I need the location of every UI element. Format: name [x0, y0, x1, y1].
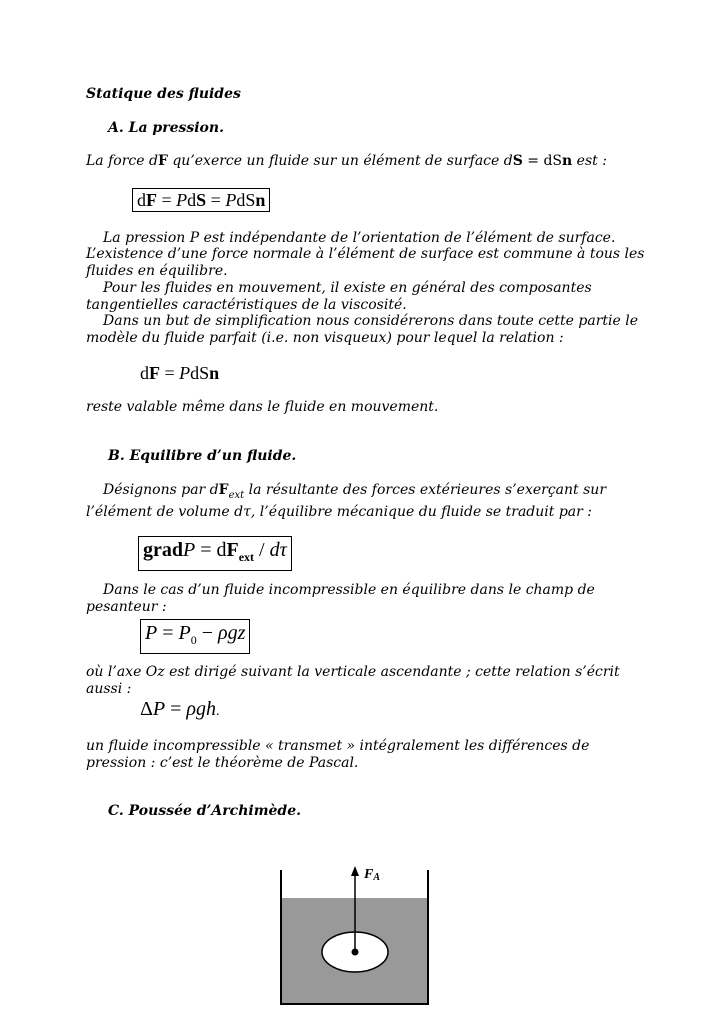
paragraph-moving-fluids: Pour les fluides en mouvement, il existe en général des composantes tangentielles caractéristiques de la viscosité.: [86, 280, 592, 313]
eq-symbol: d: [269, 539, 280, 561]
eq-symbol: P: [178, 622, 191, 644]
text-fragment: est :: [572, 153, 607, 169]
paragraph-still-valid: reste valable même dans le fluide en mouvement.: [86, 399, 439, 415]
page-title: Statique des fluides: [86, 86, 241, 102]
eq-symbol: =: [165, 698, 187, 720]
eq-symbol: F: [226, 539, 239, 561]
eq-subscript: 0: [190, 633, 197, 647]
paragraph-force: [86, 153, 646, 170]
eq-symbol: d: [140, 363, 149, 383]
subscript-ext: ext: [228, 489, 245, 501]
eq-symbol: ρ: [186, 698, 196, 720]
equation-hydrostatic-box: [140, 619, 250, 654]
paragraph-normal-force: L’existence d’une force normale à l’élément de surface est commune à tous les fluides en équilibre.: [86, 246, 645, 279]
eq-symbol: /: [254, 539, 270, 561]
eq-symbol: F: [149, 363, 160, 383]
eq-symbol: dS: [190, 363, 210, 383]
paragraph-external-forces: [86, 482, 646, 521]
eq-symbol: F: [146, 190, 157, 210]
eq-symbol: τ: [279, 539, 287, 561]
eq-symbol: S: [196, 190, 207, 210]
eq-symbol: =: [206, 190, 226, 210]
paragraph-pascal: un fluide incompressible « transmet » intégralement les différences de pression : c’est le théorème de Pascal.: [86, 738, 590, 771]
text-fragment: , l’équilibre mécanique du fluide se traduit par :: [250, 504, 593, 521]
eq-symbol: gh: [195, 698, 216, 720]
text-fragment: = dS: [522, 153, 563, 169]
text-fragment: qu’exerce un fluide sur un élément de surface d: [167, 153, 513, 169]
eq-symbol: P: [183, 539, 196, 561]
eq-symbol: Δ: [140, 698, 153, 720]
eq-symbol: P: [179, 363, 191, 383]
section-c-heading: C. Poussée d’Archimède.: [108, 803, 301, 819]
vector-n: n: [562, 153, 573, 169]
text-fragment: la résultante des forces extérieures s’exerçant sur l’élément de volume d: [86, 482, 607, 521]
section-a-heading: A. La pression.: [108, 120, 224, 136]
eq-symbol: =: [157, 622, 179, 644]
eq-symbol: =: [157, 190, 177, 210]
eq-symbol: P: [145, 622, 158, 644]
equation-force-normal: [140, 362, 219, 384]
paragraph-incompressible: Dans le cas d’un fluide incompressible en équilibre dans le champ de pesanteur :: [86, 582, 595, 615]
equation-delta-p: [140, 698, 219, 723]
eq-symbol: grad: [143, 539, 183, 561]
force-label-main: F: [364, 867, 374, 882]
paragraph-perfect-fluid: Dans un but de simplification nous considérerons dans toute cette partie le modèle du fluide parfait (i.e. non visqueux) pour lequel la relation :: [86, 313, 638, 346]
eq-symbol: ρ: [218, 622, 228, 644]
text-fragment: Désignons par d: [103, 482, 219, 498]
eq-symbol: gz: [227, 622, 246, 644]
force-label: [363, 867, 380, 883]
vector-f: F: [218, 482, 229, 498]
force-arrow-head-icon: [351, 866, 359, 876]
equation-grad-box: [138, 536, 292, 571]
eq-symbol: P: [225, 190, 237, 210]
vector-s: S: [512, 153, 523, 169]
eq-symbol: dS: [236, 190, 256, 210]
eq-symbol: n: [255, 190, 266, 210]
vector-f: F: [157, 153, 168, 169]
eq-symbol: = d: [195, 539, 227, 561]
eq-symbol: n: [209, 363, 220, 383]
eq-symbol: =: [160, 363, 180, 383]
archimedes-figure: [270, 858, 440, 1018]
eq-symbol: P: [176, 190, 188, 210]
eq-symbol: P: [152, 698, 166, 720]
eq-symbol: .: [215, 704, 220, 719]
equation-force-box: [132, 188, 270, 212]
eq-subscript: ext: [238, 550, 255, 564]
paragraph-pressure-orientation: La pression P est indépendante de l’orientation de l’élément de surface.: [103, 230, 616, 246]
eq-symbol: d: [187, 190, 197, 210]
text-fragment: La force d: [86, 153, 158, 169]
section-b-heading: B. Equilibre d’un fluide.: [108, 448, 297, 464]
eq-symbol: d: [137, 190, 146, 210]
eq-symbol: −: [196, 622, 218, 644]
symbol-tau: τ: [243, 504, 251, 521]
force-label-sub: A: [373, 872, 381, 883]
paragraph-axis-oz: où l’axe Oz est dirigé suivant la verticale ascendante ; cette relation s’écrit aussi :: [86, 664, 620, 697]
